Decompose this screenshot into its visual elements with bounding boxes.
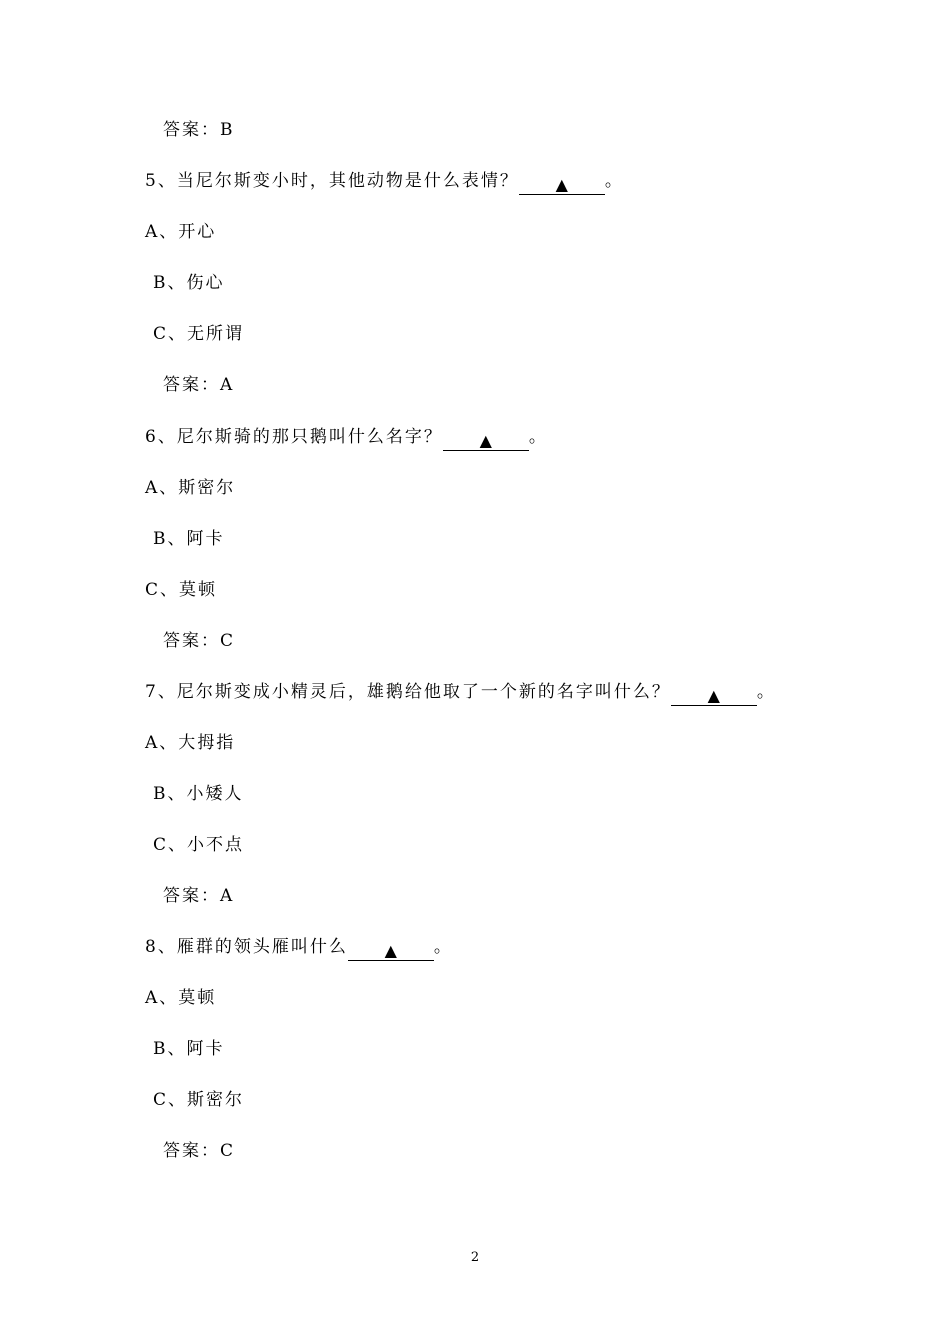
answer-q7: 答案：A [163,886,235,906]
triangle-icon: ▲ [555,175,568,194]
question-8 [145,936,453,961]
question-6-option-c: C、莫顿 [145,580,218,600]
question-7-text: 7、尼尔斯变成小精灵后，雄鹅给他取了一个新的名字叫什么？ [145,682,671,702]
question-6-suffix: 。 [528,427,548,447]
question-5 [145,170,624,195]
question-7-option-a: A、大拇指 [145,733,236,753]
page-number: 2 [470,1250,480,1265]
answer-q5: 答案：A [163,375,235,395]
triangle-icon: ▲ [707,686,720,705]
answer-q4: 答案：B [163,120,235,140]
question-6-option-a: A、斯密尔 [145,478,236,498]
question-6 [145,426,548,451]
question-5-text: 5、当尼尔斯变小时，其他动物是什么表情？ [145,171,519,191]
question-8-option-a: A、莫顿 [145,988,217,1008]
question-7-option-c: C、小不点 [153,835,245,855]
answer-q6: 答案：C [163,631,236,651]
question-5-option-a: A、开心 [145,222,217,242]
triangle-icon: ▲ [479,431,492,450]
question-7-suffix: 。 [756,682,776,702]
question-6-option-b: B、阿卡 [153,529,225,549]
answer-q8: 答案：C [163,1141,236,1161]
question-5-suffix: 。 [604,171,624,191]
question-8-option-b: B、阿卡 [153,1039,225,1059]
question-5-option-c: C、无所谓 [153,324,245,344]
question-5-option-b: B、伤心 [153,273,225,293]
answer-blank [519,174,605,195]
question-7 [145,681,776,706]
answer-blank [671,685,757,706]
answer-blank [443,430,529,451]
question-8-option-c: C、斯密尔 [153,1090,245,1110]
question-8-suffix: 。 [433,937,453,957]
question-8-text: 8、雁群的领头雁叫什么 [145,937,348,957]
question-6-text: 6、尼尔斯骑的那只鹅叫什么名字？ [145,427,443,447]
answer-blank [348,940,434,961]
question-7-option-b: B、小矮人 [153,784,244,804]
triangle-icon: ▲ [384,941,397,960]
